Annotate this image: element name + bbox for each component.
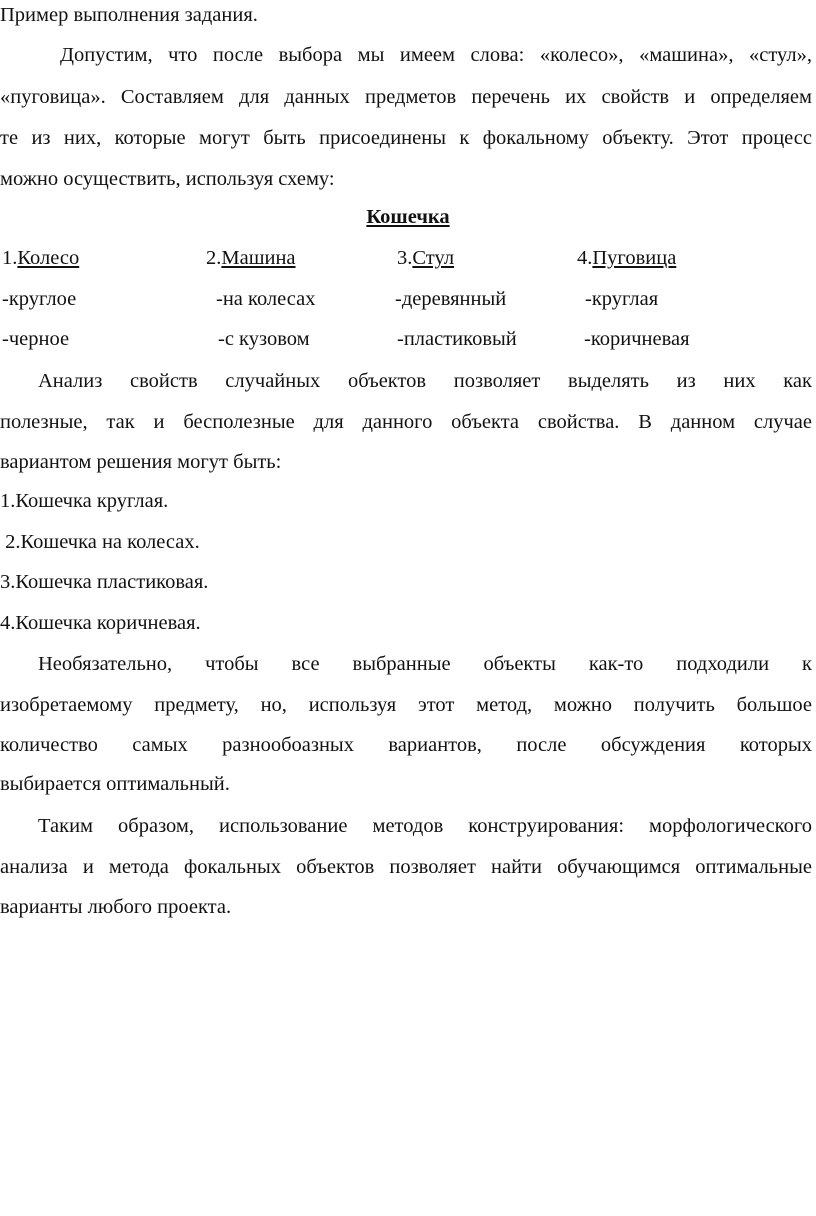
scheme-column-3-prop-1: -деревянный: [395, 288, 507, 310]
paragraph-4-line-3: варианты любого проекта.: [0, 896, 232, 918]
paragraph-4-line-2: анализа и метода фокальных объектов позволяет найти обучающимся оптимальные: [0, 856, 812, 878]
option-4: 4.Кошечка коричневая.: [0, 612, 201, 634]
paragraph-1-line-2: «пуговица». Составляем для данных предметов перечень их свойств и определяем: [0, 86, 812, 108]
paragraph-3-line-4: выбирается оптимальный.: [0, 773, 230, 795]
paragraph-1-line-1: Допустим, что после выбора мы имеем слова: «колесо», «машина», «стул»,: [60, 44, 812, 66]
paragraph-3-line-2: изобретаемому предмету, но, используя этот метод, можно получить большое: [0, 694, 812, 716]
scheme-column-1-prop-2: -черное: [2, 328, 70, 350]
paragraph-3-line-1: Необязательно, чтобы все выбранные объекты как-то подходили к: [38, 653, 812, 675]
option-3: 3.Кошечка пластиковая.: [0, 571, 209, 593]
paragraph-2-line-2: полезные, так и бесполезные для данного объекта свойства. В данном случае: [0, 411, 812, 433]
scheme-title: Кошечка: [366, 206, 450, 228]
scheme-column-4-prop-1: -круглая: [585, 288, 659, 310]
scheme-column-2-header: 2.Машина: [206, 247, 296, 269]
scheme-column-2-prop-2: -с кузовом: [218, 328, 310, 350]
scheme-column-4-prop-2: -коричневая: [584, 328, 690, 350]
paragraph-2-line-3: вариантом решения могут быть:: [0, 451, 282, 473]
paragraph-1-line-4: можно осуществить, используя схему:: [0, 168, 335, 190]
document-heading: Пример выполнения задания.: [0, 4, 258, 26]
option-2: 2.Кошечка на колесах.: [0, 531, 200, 553]
scheme-column-1-prop-1: -круглое: [2, 288, 77, 310]
paragraph-2-line-1: Анализ свойств случайных объектов позволяет выделять из них как: [38, 370, 812, 392]
scheme-column-3-prop-2: -пластиковый: [397, 328, 517, 350]
option-1: 1.Кошечка круглая.: [0, 490, 169, 512]
paragraph-4-line-1: Таким образом, использование методов конструирования: морфологического: [38, 815, 812, 837]
scheme-column-1-header: 1.Колесо: [2, 247, 80, 269]
scheme-column-3-header: 3.Стул: [397, 247, 455, 269]
paragraph-1-line-3: те из них, которые могут быть присоединены к фокальному объекту. Этот процесс: [0, 127, 812, 149]
scheme-column-2-prop-1: -на колесах: [216, 288, 316, 310]
scheme-column-4-header: 4.Пуговица: [577, 247, 677, 269]
paragraph-3-line-3: количество самых разнообоазных вариантов, после обсуждения которых: [0, 734, 812, 756]
